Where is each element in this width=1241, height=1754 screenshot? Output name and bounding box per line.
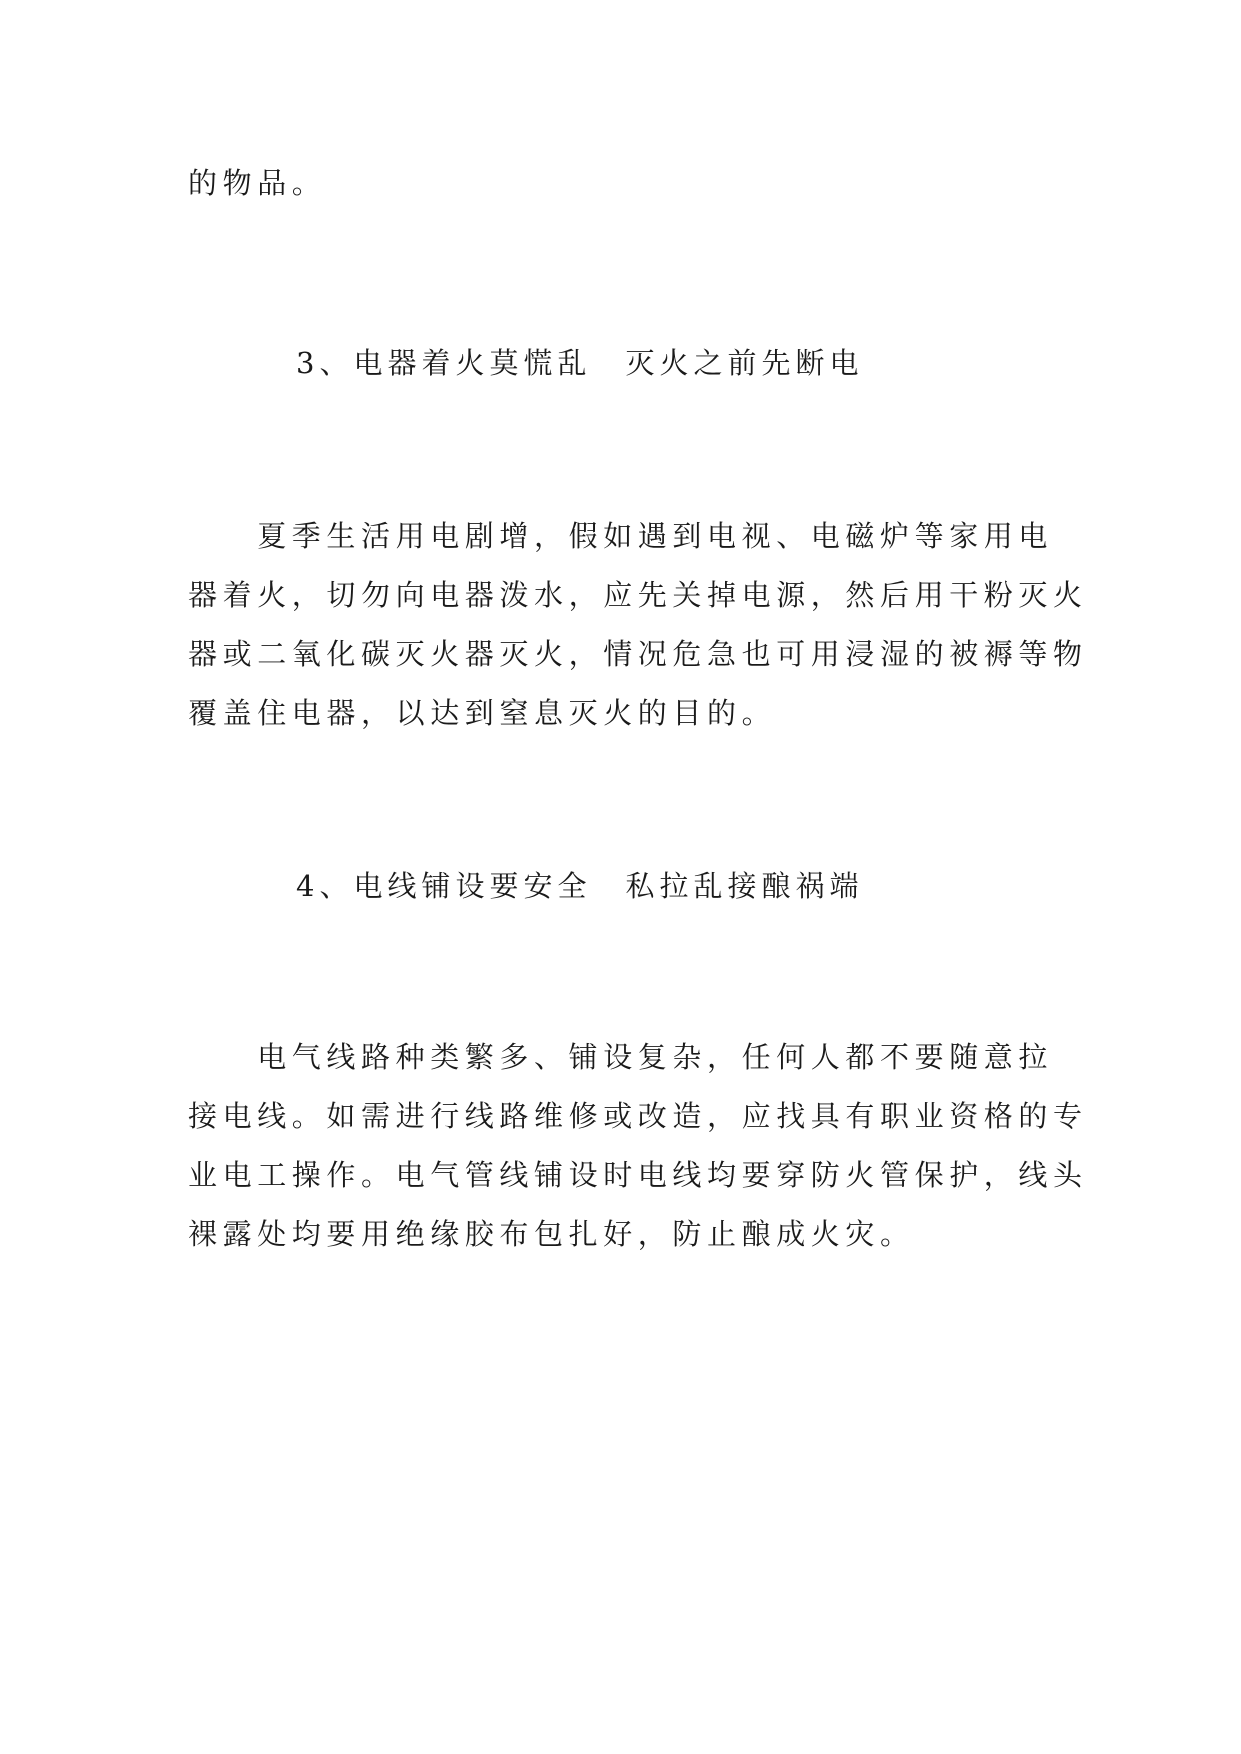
paragraph-line: 业电工操作。电气管线铺设时电线均要穿防火管保护，线头	[188, 1158, 1088, 1192]
paragraph-line: 电气线路种类繁多、铺设复杂，任何人都不要随意拉	[188, 1040, 1054, 1074]
paragraph-line: 夏季生活用电剧增，假如遇到电视、电磁炉等家用电	[188, 519, 1054, 553]
paragraph-line: 覆盖住电器，以达到窒息灭火的目的。	[188, 696, 777, 730]
paragraph-line: 裸露处均要用绝缘胶布包扎好，防止酿成火灾。	[188, 1217, 915, 1251]
paragraph-line: 器着火，切勿向电器泼水，应先关掉电源，然后用干粉灭火	[188, 578, 1088, 612]
section-heading-4: 4、电线铺设要安全 私拉乱接酿祸端	[296, 869, 864, 903]
paragraph-line: 器或二氧化碳灭火器灭火，情况危急也可用浸湿的被褥等物	[188, 637, 1088, 671]
paragraph-line: 接电线。如需进行线路维修或改造，应找具有职业资格的专	[188, 1099, 1088, 1133]
section-heading-3: 3、电器着火莫慌乱 灭火之前先断电	[296, 346, 864, 380]
continued-fragment: 的物品。	[188, 166, 327, 200]
